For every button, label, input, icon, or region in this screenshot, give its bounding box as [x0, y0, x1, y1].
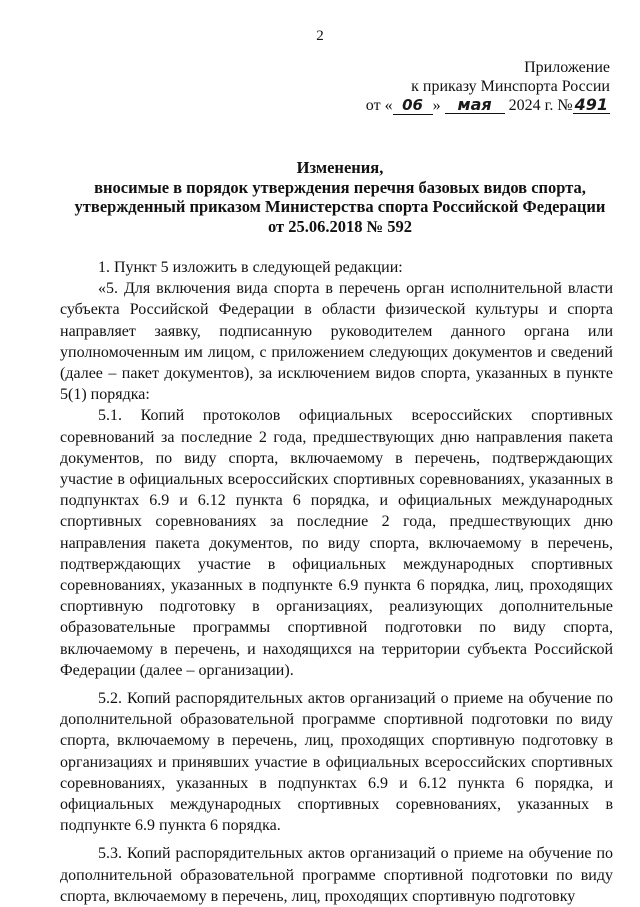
- title-line-3: утвержденный приказом Министерства спорта Российской Федерации: [74, 197, 606, 216]
- date-prefix: от «: [365, 97, 393, 114]
- paragraph-item-1: 1. Пункт 5 изложить в следующей редакции:: [98, 259, 403, 276]
- paragraph-5-3: 5.3. Копий распорядительных актов организаций о приеме на обучение по дополнительной образовательной программе спортивной подготовки по виду спорта, включаемому в перечень, лиц, проходящих спортивную подготовку: [60, 845, 613, 905]
- paragraph-5-2: 5.2. Копий распорядительных актов организаций о приеме на обучение по дополнительной образовательной программе спортивной подготовки по виду спорта, включаемому в перечень, лиц, проходящих спортивную подготовку в организациях и принявших участие в официальных всероссийских спортивных соревнованиях, указанных в подпунктах 6.9 и 6.12 пункта 6 порядка, и официальных международных спортивных соревнованиях, указанных в подпункте 6.9 пункта 6 порядка.: [60, 690, 613, 835]
- appendix-date-line: [366, 96, 610, 115]
- paragraph-point-5: «5. Для включения вида спорта в перечень орган исполнительной власти субъекта Российской Федерации в области физической культуры и спорта направляет заявку, подписанную руководителем данного органа или уполномоченным им лицом, с приложением следующих документов и сведений (далее – пакет документов), за исключением видов спорта, указанных в пункте 5(1) порядка:: [60, 280, 613, 404]
- handwritten-day: 06: [393, 97, 433, 115]
- date-mid: »: [432, 97, 441, 114]
- appendix-label: Приложение: [524, 59, 610, 76]
- handwritten-order-number: 491: [574, 95, 608, 114]
- appendix-order-ref: к приказу Минспорта России: [411, 78, 610, 95]
- document-body: [60, 257, 613, 907]
- title-line-2: вносимые в порядок утверждения перечня базовых видов спорта,: [94, 177, 586, 197]
- title-line-1: Изменения,: [296, 158, 384, 177]
- handwritten-month: мая: [445, 96, 505, 114]
- title-line-4: от 25.06.2018 № 592: [267, 216, 413, 236]
- date-year: 2024 г. №: [508, 97, 573, 114]
- paragraph-5-1: 5.1. Копий протоколов официальных всероссийских спортивных соревнований за последние 2 года, предшествующих дню направления пакета документов, по виду спорта, включаемому в перечень, подтверждающих участие в официальных всероссийских спортивных соревнованиях, указанных в подпунктах 6.9 и 6.12 пункта 6 порядка, и официальных международных спортивных соревнованиях за последние 2 года, предшествующих дню направления пакета документов, по виду спорта, включаемому в перечень, подтверждающих участие в официальных международных спортивных соревнованиях, указанных в подпункте 6.9 пункта 6 порядка, лиц, проходящих спортивную подготовку в организациях, реализующих дополнительные образовательные программы спортивной подготовки по виду спорта, включаемому в перечень, и находящихся на территории субъекта Российской Федерации (далее – организации).: [60, 407, 613, 679]
- document-title: [60, 158, 620, 236]
- appendix-header: [366, 58, 610, 115]
- page-number: 2: [316, 28, 324, 44]
